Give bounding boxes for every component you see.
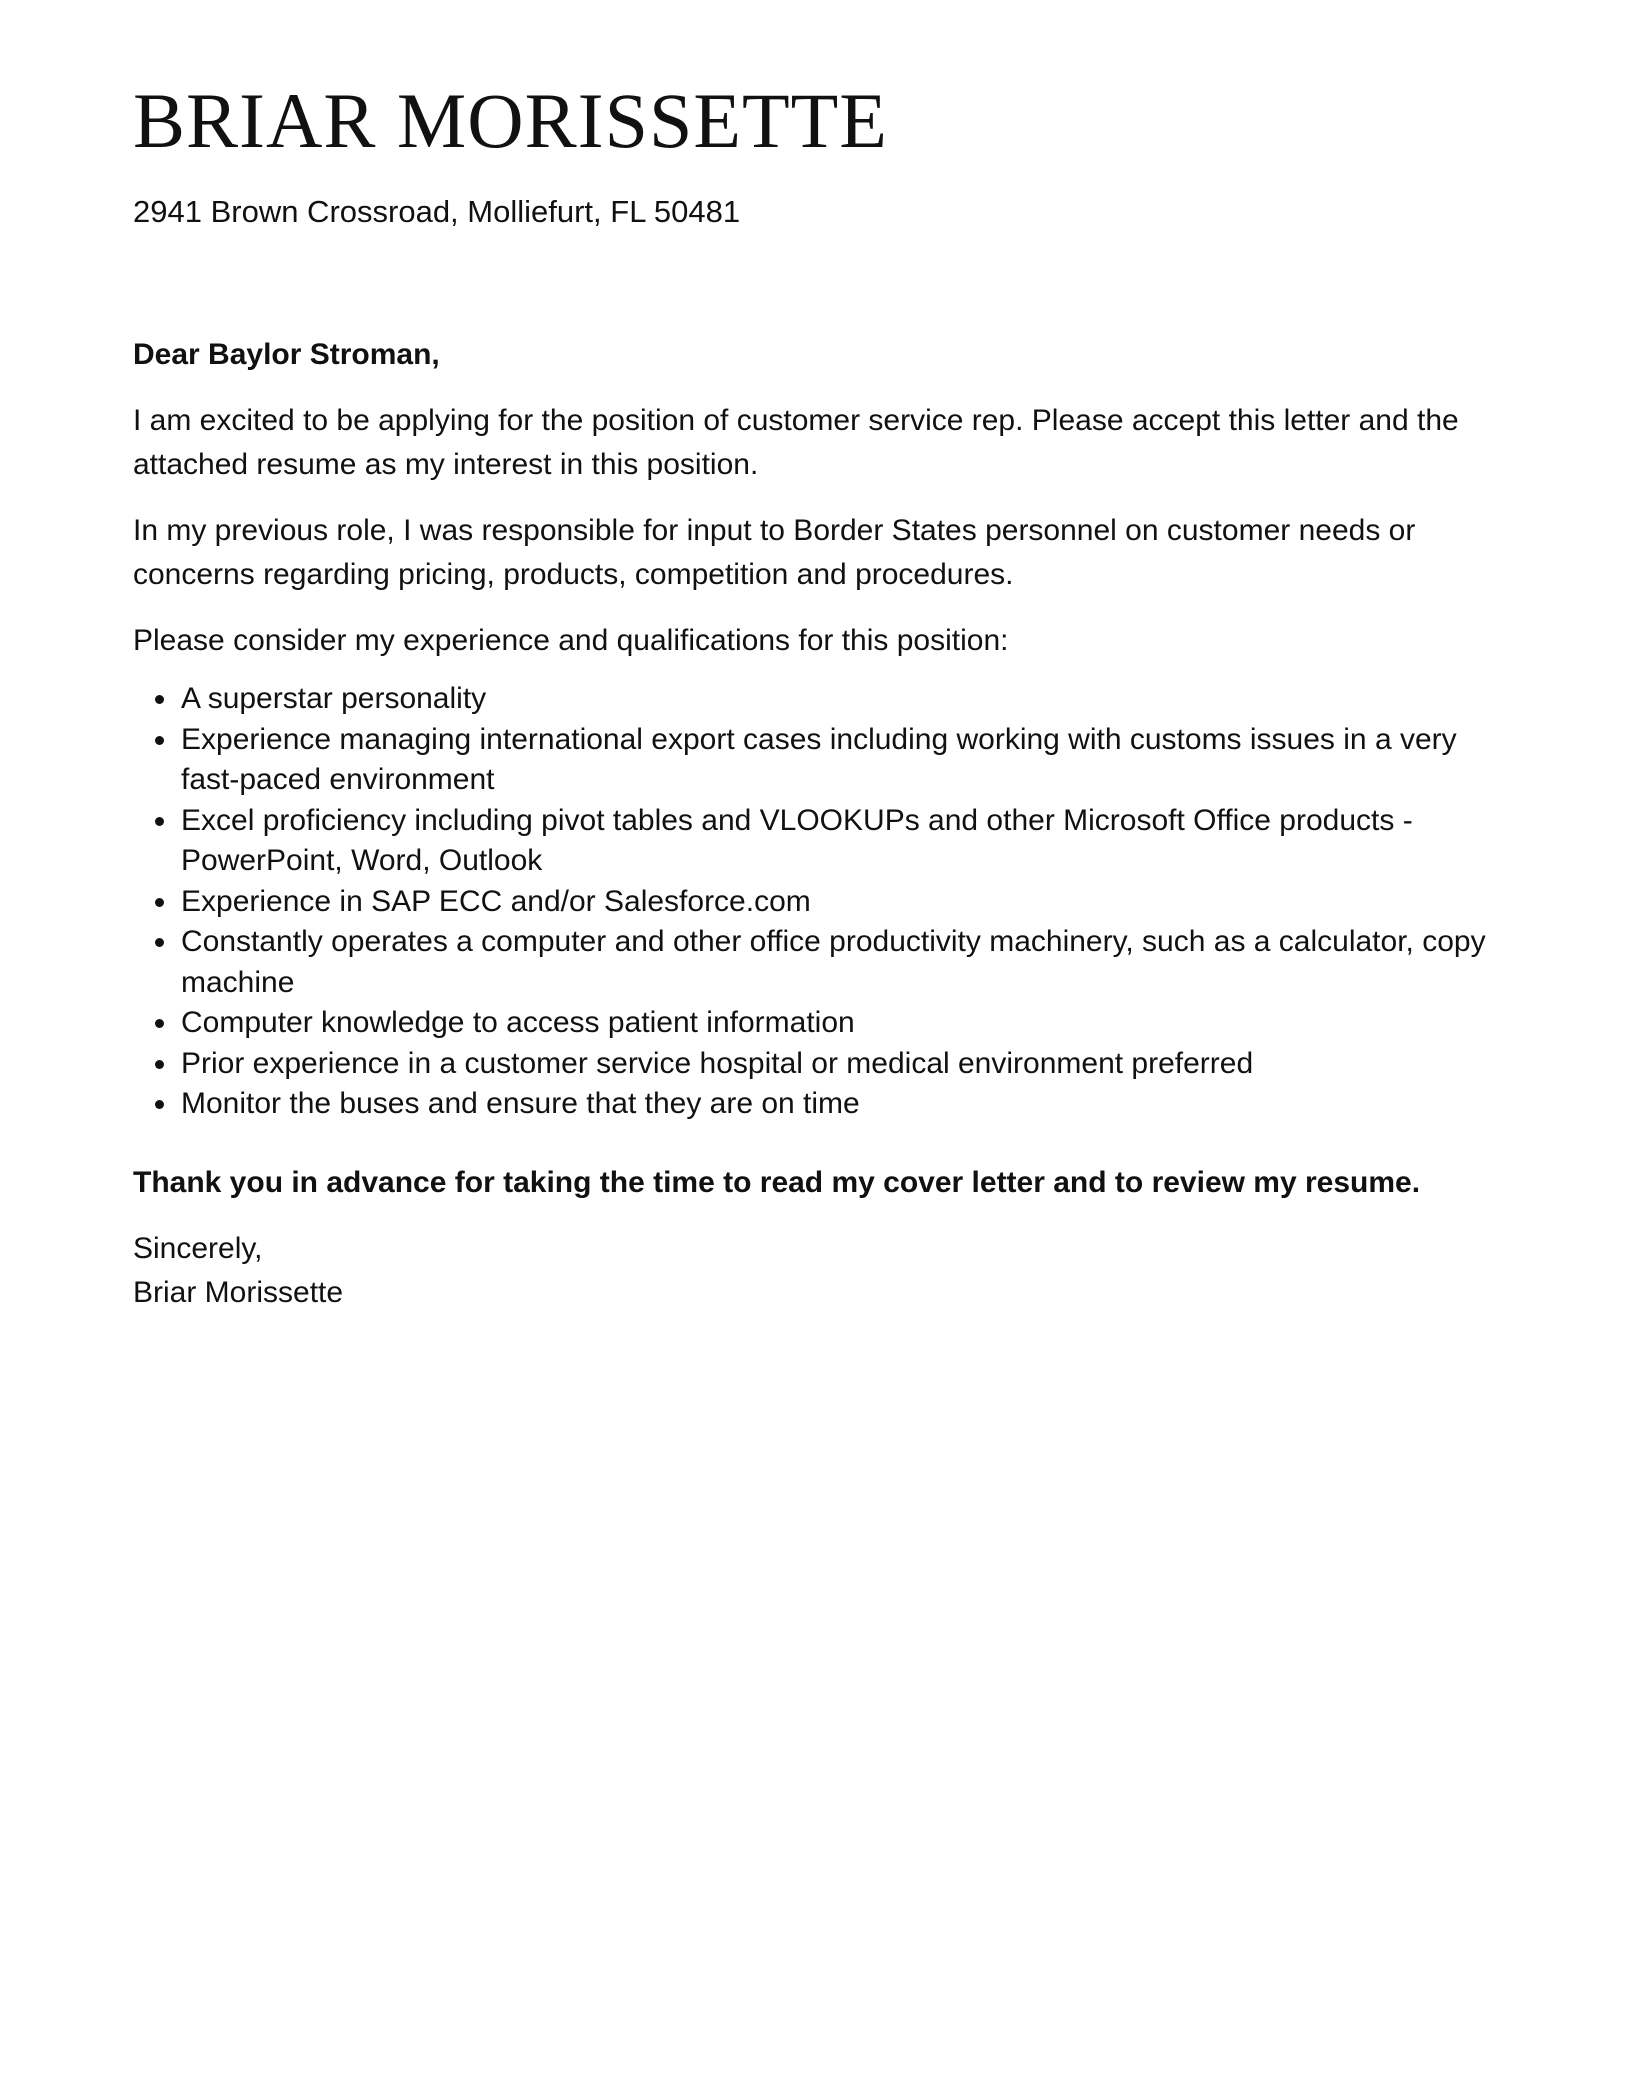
salutation: Dear Baylor Stroman, — [133, 338, 440, 371]
experience-paragraph: In my previous role, I was responsible for input to Border States personnel on customer needs or concerns regarding pricing, products, competition and procedures. — [133, 514, 1416, 591]
qualifications-intro: Please consider my experience and qualifications for this position: — [133, 624, 1009, 657]
list-item-text: Constantly operates a computer and other office productivity machinery, such as a calculator, copy machine — [181, 925, 1486, 999]
signature-name: Briar Morissette — [133, 1275, 344, 1309]
qualifications-list — [133, 679, 1493, 1125]
list-item-text: Monitor the buses and ensure that they are on time — [181, 1087, 860, 1120]
bullet-icon — [155, 695, 164, 704]
list-item — [181, 882, 1493, 923]
list-item — [181, 679, 1493, 720]
list-item — [181, 801, 1493, 882]
list-item-text: Prior experience in a customer service hospital or medical environment preferred — [181, 1046, 1254, 1080]
list-item-text: Experience in SAP ECC and/or Salesforce.com — [181, 884, 811, 918]
list-item — [181, 1003, 1493, 1044]
list-item-text: Experience managing international export cases including working with customs issues in a very fast-paced environment — [181, 722, 1457, 796]
list-item — [181, 1084, 1493, 1125]
list-item-text: A superstar personality — [181, 682, 487, 715]
letter-body — [133, 333, 1493, 1315]
applicant-address: 2941 Brown Crossroad, Molliefurt, FL 50481 — [133, 194, 741, 229]
list-item — [181, 922, 1493, 1003]
bullet-icon — [155, 1100, 164, 1109]
list-item — [181, 1044, 1493, 1085]
bullet-icon — [155, 1060, 164, 1069]
closing-statement: Thank you in advance for taking the time to read my cover letter and to review my resume. — [133, 1165, 1421, 1199]
list-item-text: Excel proficiency including pivot tables and VLOOKUPs and other Microsoft Office products - PowerPoint, Word, Outlook — [181, 803, 1413, 877]
bullet-icon — [155, 817, 164, 826]
bullet-icon — [155, 1019, 164, 1028]
bullet-icon — [155, 736, 164, 745]
applicant-name: BRIAR MORISSETTE — [133, 77, 888, 164]
signoff: Sincerely, — [133, 1231, 263, 1265]
bullet-icon — [155, 938, 164, 947]
list-item — [181, 720, 1493, 801]
intro-paragraph: I am excited to be applying for the position of customer service rep. Please accept this letter and the attached resume as my interest in this position. — [133, 404, 1459, 481]
list-item-text: Computer knowledge to access patient information — [181, 1006, 855, 1039]
bullet-icon — [155, 898, 164, 907]
